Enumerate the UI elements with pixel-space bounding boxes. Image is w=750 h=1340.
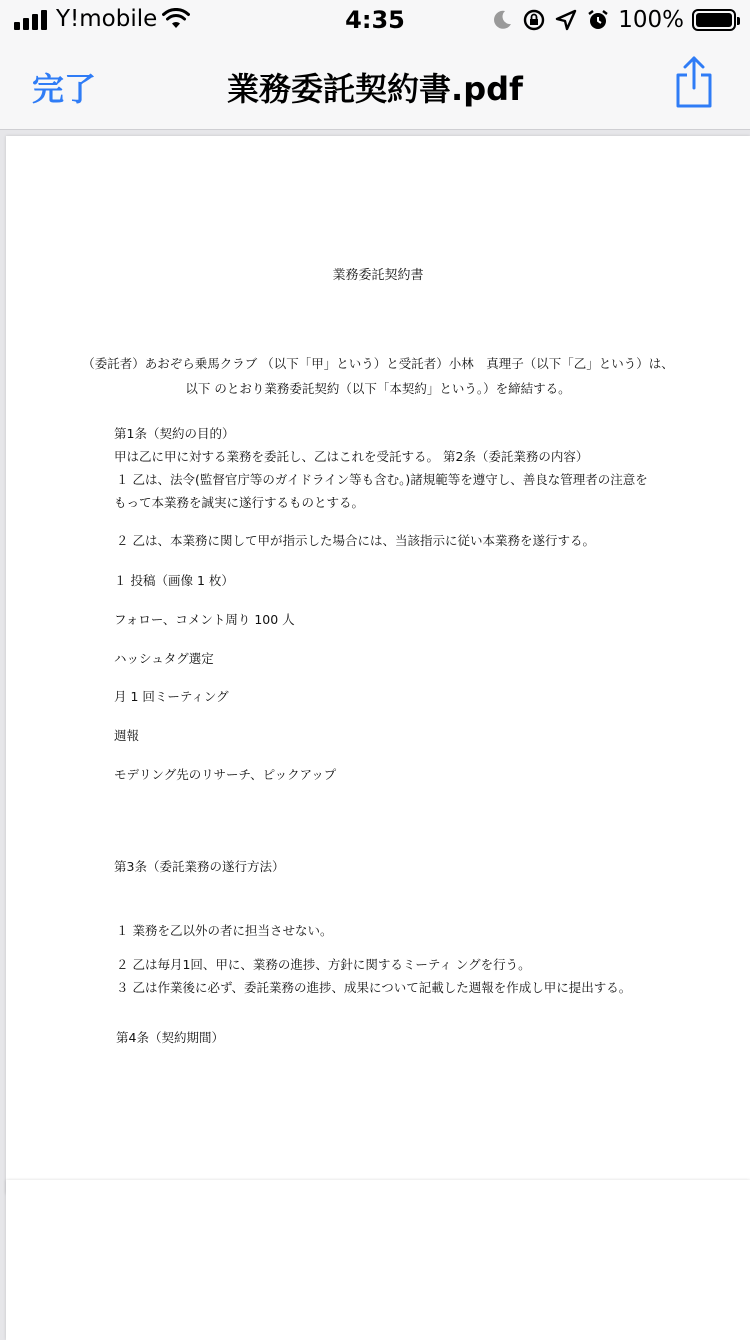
navigation-bar — [0, 40, 750, 130]
task-item: モデリング先のリサーチ、ピックアップ — [114, 767, 337, 782]
clock: 4:35 — [345, 6, 405, 34]
article-4-heading: 第4条（契約期間） — [116, 1030, 224, 1045]
done-button[interactable]: 完了 — [32, 70, 97, 108]
doc-intro-line-2: 以下 のとおり業務委託契約（以下「本契約」という。）を締結する。 — [185, 381, 571, 396]
status-bar — [0, 0, 750, 40]
article-1-heading: 第1条（契約の目的） — [114, 426, 235, 441]
battery-percent: 100% — [618, 7, 684, 33]
article-3-line-1: １ 業務を乙以外の者に担当させない。 — [116, 923, 333, 938]
rotation-lock-icon — [522, 8, 546, 32]
article-3-line-2: ２ 乙は毎月1回、甲に、業務の進捗、方針に関するミーティ ングを行う。 — [116, 957, 531, 972]
task-item: 週報 — [114, 728, 140, 743]
moon-icon — [490, 8, 514, 32]
share-icon[interactable] — [674, 56, 714, 108]
article-1-line-1: 甲は乙に甲に対する業務を委託し、乙はこれを受託する。 第2条（委託業務の内容） — [114, 449, 589, 464]
task-item: ハッシュタグ選定 — [114, 651, 214, 666]
article-2-line-3: ２ 乙は、本業務に関して甲が指示した場合には、当該指示に従い本業務を遂行する。 — [116, 533, 595, 548]
status-right — [490, 6, 736, 34]
top-bar — [0, 0, 750, 130]
pdf-page-1[interactable] — [6, 136, 750, 1194]
doc-intro-line-1: （委託者）あおぞら乗馬クラブ （以下「甲」という）と受託者）小林 真理子（以下「乙」という）は、 — [82, 356, 674, 371]
task-item: フォロー、コメント周り 100 人 — [114, 612, 295, 627]
article-3-line-3: ３ 乙は作業後に必ず、委託業務の進捗、成果について記載した週報を作成し甲に提出する。 — [116, 980, 632, 995]
document-title: 業務委託契約書.pdf — [227, 70, 523, 108]
doc-heading: 業務委託契約書 — [332, 268, 424, 283]
article-2-line-2: もって本業務を誠実に遂行するものとする。 — [114, 495, 365, 510]
alarm-icon — [586, 8, 610, 32]
pdf-page-2[interactable] — [6, 1180, 750, 1340]
battery-icon — [692, 9, 736, 31]
location-icon — [554, 8, 578, 32]
article-2-line-1: １ 乙は、法令(監督官庁等のガイドライン等も含む。)諸規範等を遵守し、善良な管理者の注意を — [116, 472, 648, 487]
task-item: 月 1 回ミーティング — [114, 689, 229, 704]
task-item: １ 投稿（画像 1 枚） — [114, 573, 234, 588]
article-3-heading: 第3条（委託業務の遂行方法） — [114, 859, 285, 874]
carrier-label: Y!mobile — [56, 6, 158, 32]
